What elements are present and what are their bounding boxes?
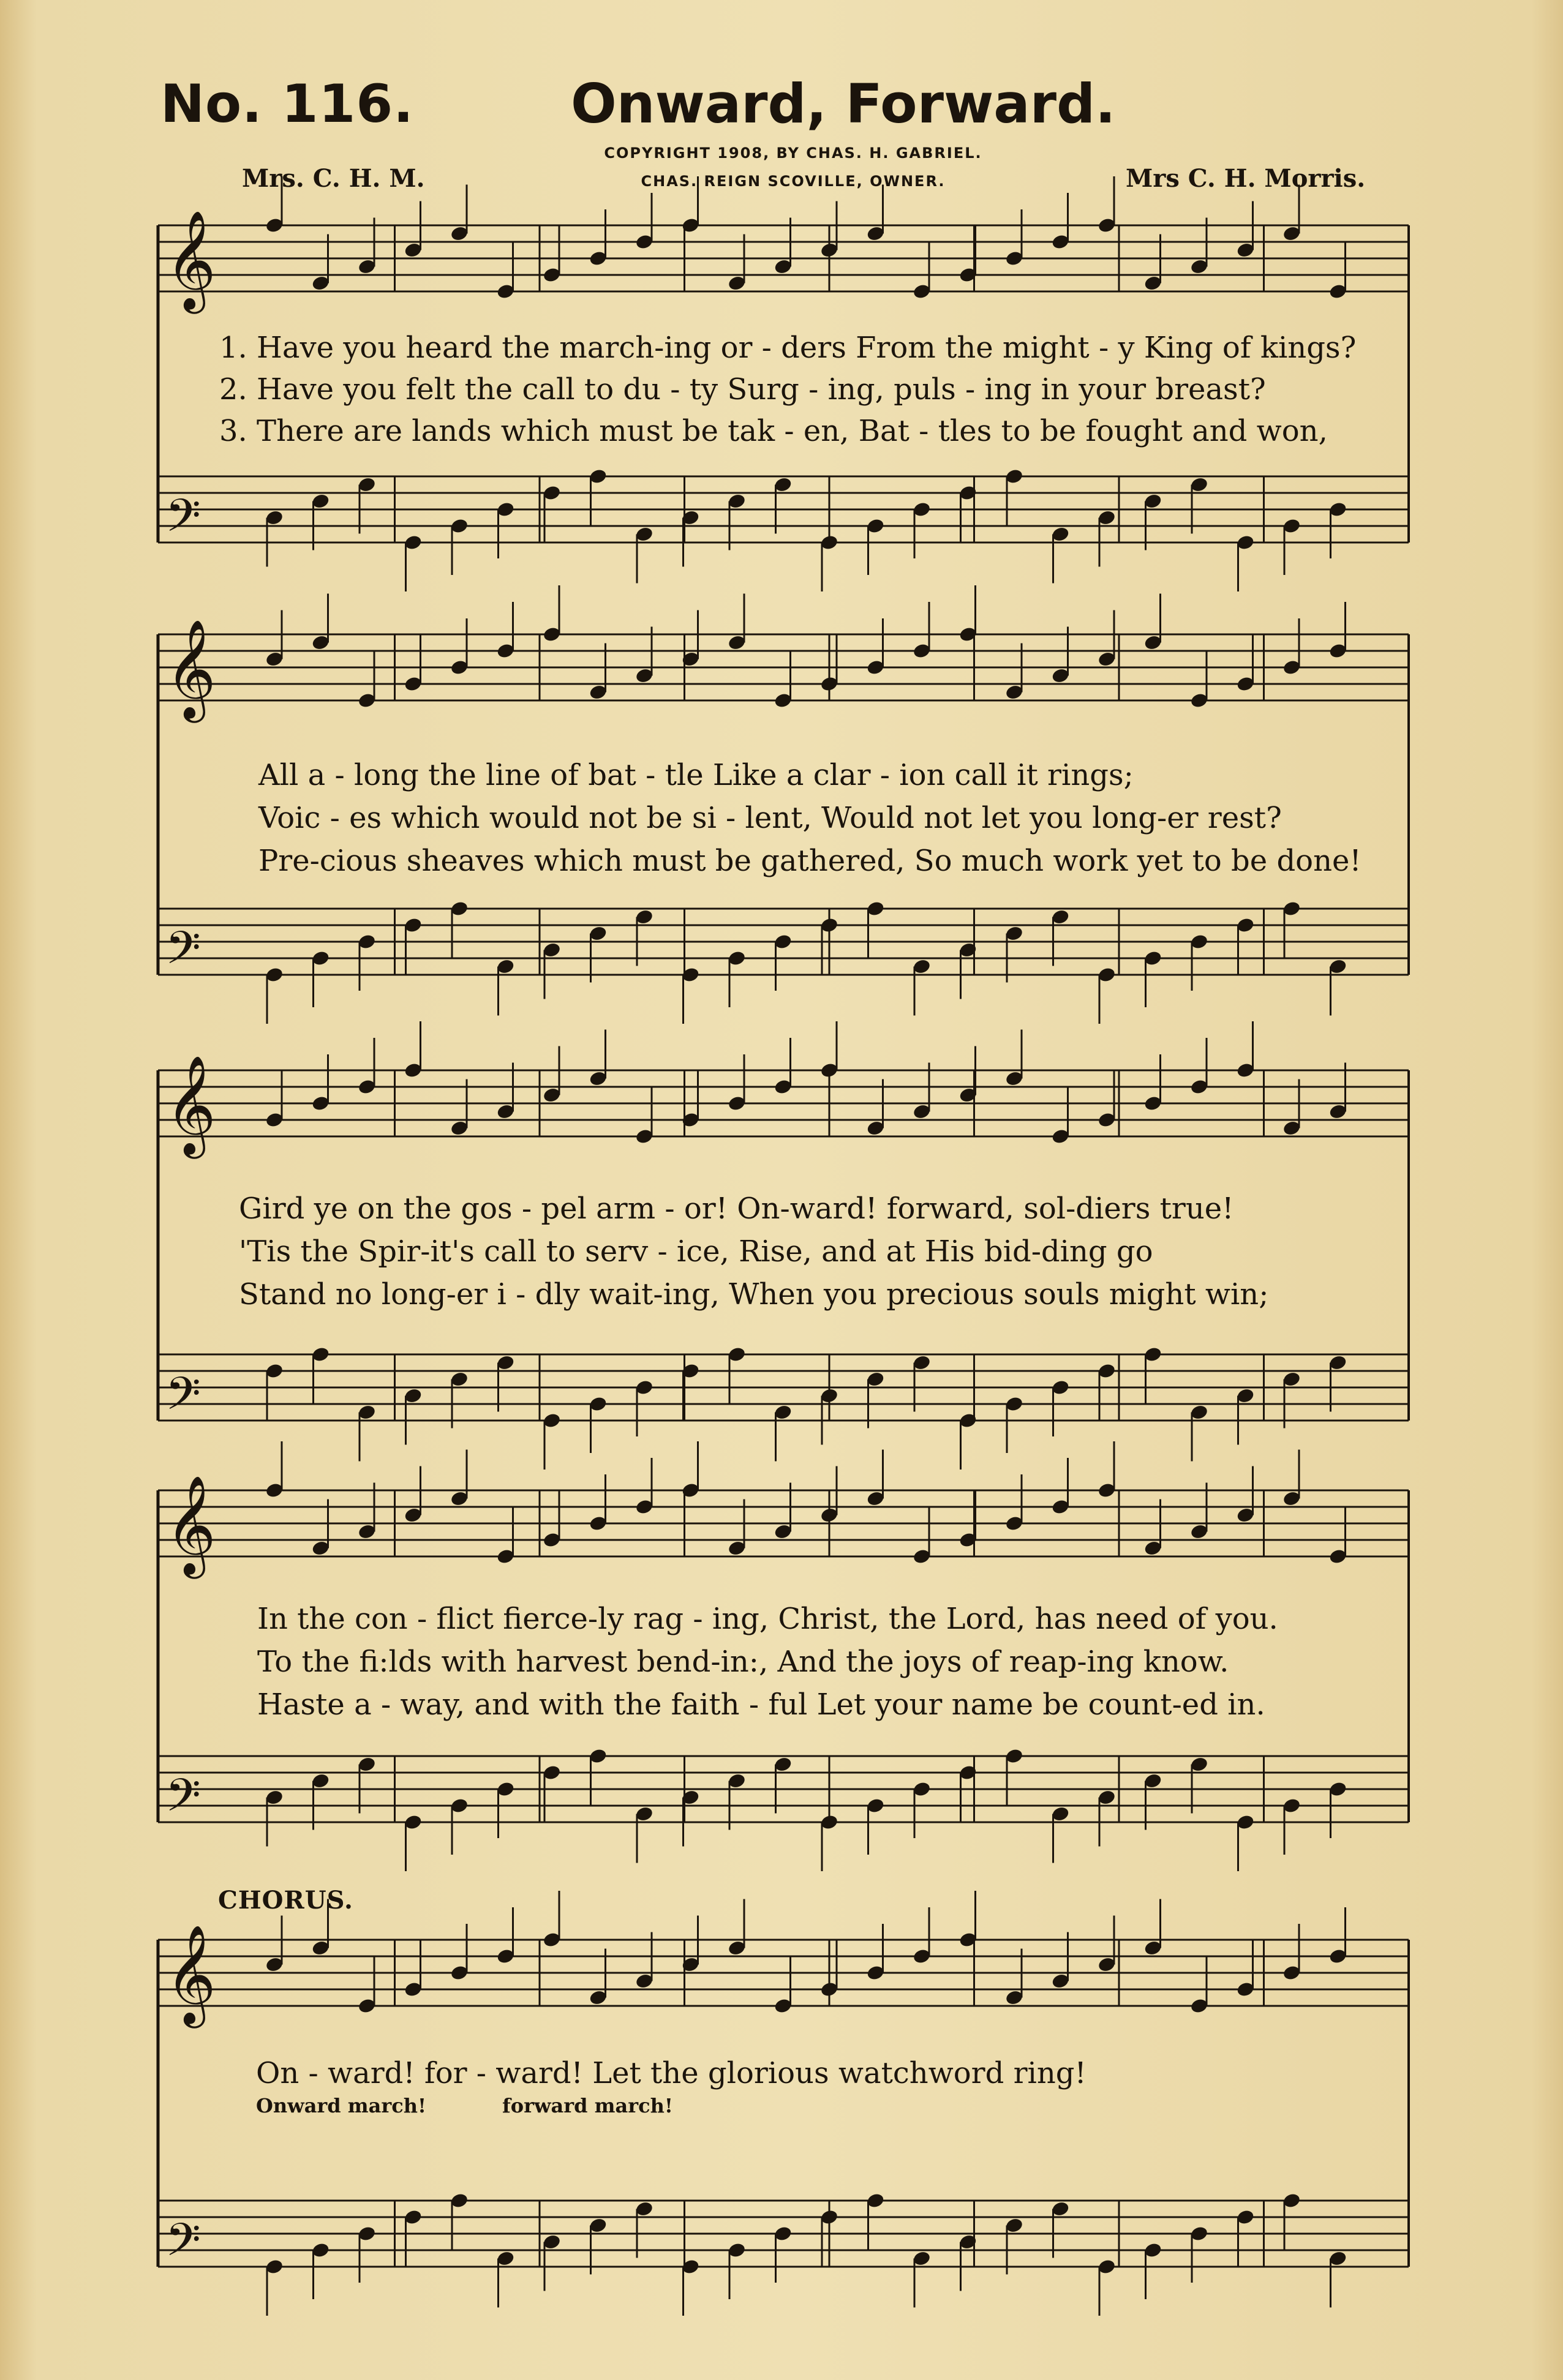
composer-credit: Mrs C. H. Morris.	[1126, 164, 1366, 193]
lyric-s4-v1: In the con - flict fierce-ly rag - ing, Christ, the Lord, has need of you.	[257, 1602, 1278, 1636]
lyric-s1-v3: 3. There are lands which must be tak - en, Bat - tles to be fought and won,	[219, 414, 1328, 448]
bass-clef-icon: 𝄢	[165, 1769, 201, 1833]
lyric-s3-v1: Gird ye on the gos - pel arm - or! On-ward! forward, sol-diers true!	[239, 1192, 1234, 1226]
chorus-label: CHORUS.	[218, 1886, 353, 1915]
hymn-title: Onward, Forward.	[571, 72, 1116, 135]
bass-clef-icon: 𝄢	[165, 489, 201, 554]
lyric-s2-v2: Voic - es which would not be si - lent, Would not let you long-er rest?	[258, 801, 1282, 835]
treble-clef-icon: 𝄞	[165, 619, 216, 719]
lyric-s4-v3: Haste a - way, and with the faith - ful Let your name be count-ed in.	[257, 1687, 1265, 1722]
bass-clef-icon: 𝄢	[165, 1367, 201, 1432]
lyricist-credit: Mrs. C. H. M.	[242, 164, 425, 193]
lyric-s4-v2: To the fi:lds with harvest bend-in:, And the joys of reap-ing know.	[257, 1645, 1229, 1679]
hymn-number: No. 116.	[160, 73, 414, 135]
treble-clef-icon: 𝄞	[165, 1924, 216, 2024]
copyright-line-1: COPYRIGHT 1908, BY CHAS. H. GABRIEL.	[604, 145, 982, 162]
lyric-s3-v3: Stand no long-er i - dly wait-ing, When you precious souls might win;	[239, 1277, 1269, 1312]
treble-clef-icon: 𝄞	[165, 210, 216, 310]
chorus-sub-left: Onward march!	[256, 2094, 427, 2117]
lyric-s3-v2: 'Tis the Spir-it's call to serv - ice, Rise, and at His bid-ding go	[239, 1234, 1153, 1269]
chorus-sub-right: forward march!	[502, 2094, 673, 2117]
lyric-s2-v3: Pre-cious sheaves which must be gathered, So much work yet to be done!	[258, 844, 1362, 878]
copyright-line-2: CHAS. REIGN SCOVILLE, OWNER.	[641, 173, 946, 190]
lyric-s2-v1: All a - long the line of bat - tle Like a clar - ion call it rings;	[258, 758, 1134, 792]
bass-clef-icon: 𝄢	[165, 922, 201, 986]
bass-clef-icon: 𝄢	[165, 2213, 201, 2278]
treble-clef-icon: 𝄞	[165, 1475, 216, 1575]
lyric-s1-v1: 1. Have you heard the march-ing or - ders From the might - y King of kings?	[219, 331, 1357, 365]
treble-clef-icon: 𝄞	[165, 1055, 216, 1155]
lyric-s1-v2: 2. Have you felt the call to du - ty Surg - ing, puls - ing in your breast?	[219, 372, 1266, 407]
lyric-chorus: On - ward! for - ward! Let the glorious watchword ring!	[256, 2056, 1087, 2090]
